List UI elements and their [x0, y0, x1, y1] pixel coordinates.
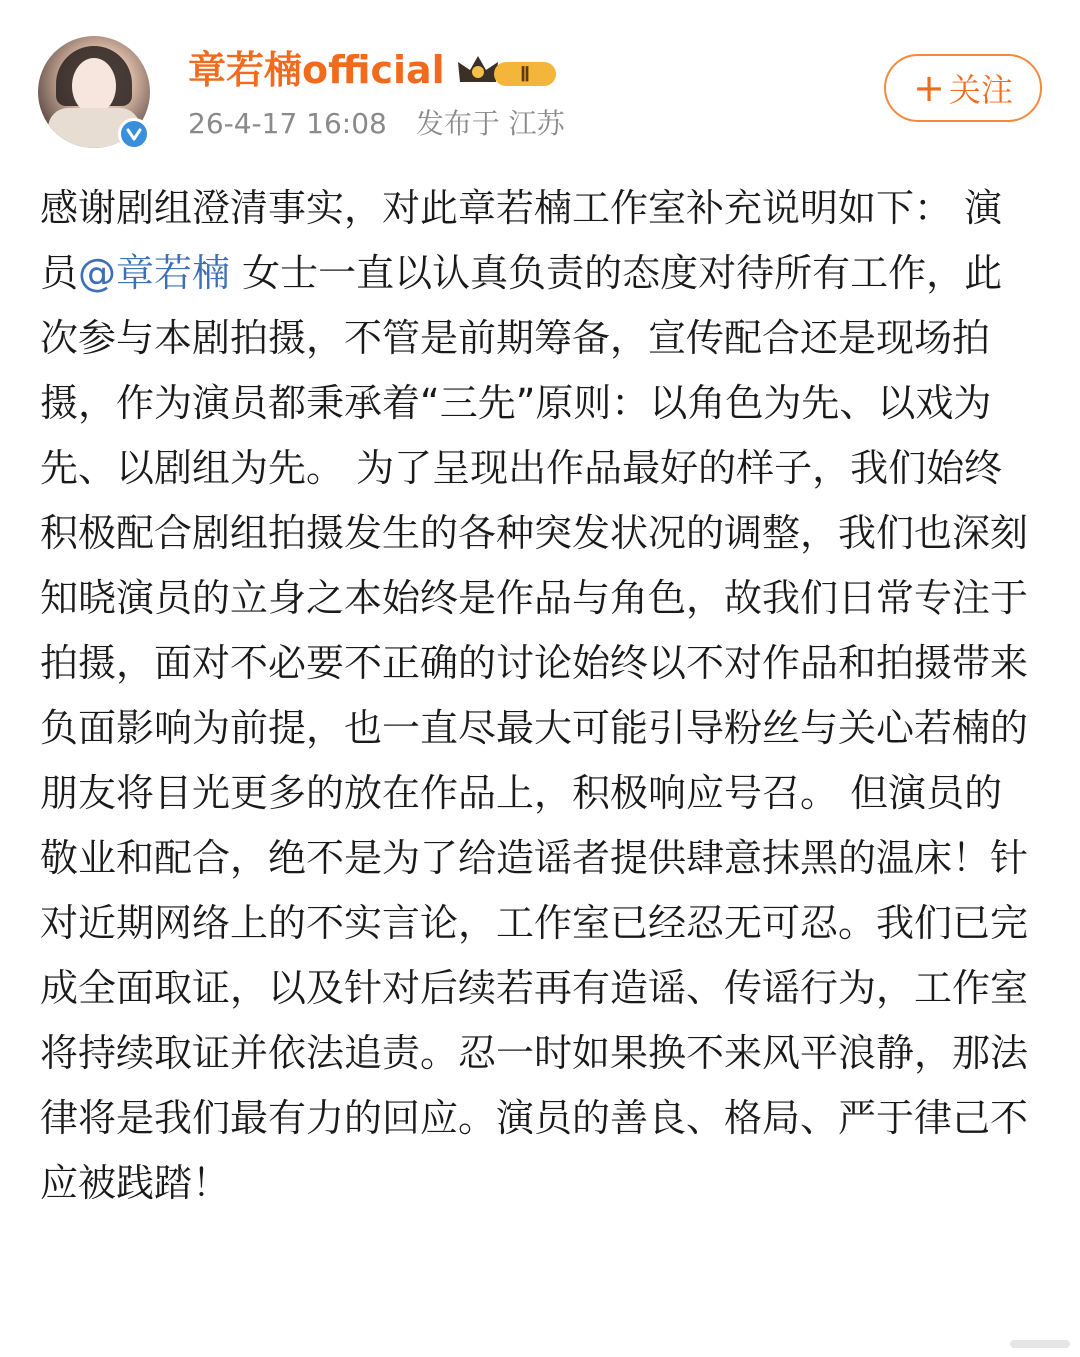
post-content — [40, 176, 1040, 1216]
post-time: 26-4-17 16:08 — [188, 107, 387, 140]
crown-member-icon[interactable] — [454, 52, 562, 92]
post-text-part2: 女士一直以认真负责的态度对待所有工作，此次参与本剧拍摄，不管是前期筹备，宣传配合还是现场拍摄，作为演员都秉承着“三先”原则：以角色为先、以戏为先、以剧组为先。 为了呈现出作品最好的样子，我们始终积极配合剧组拍摄发生的各种突发状况的调整，我们也深刻知晓演员的立身之本始终是作品与角色，故我们日常专注于拍摄，面对不必要不正确的讨论始终以不对作品和拍摄带来负面影响为前提，也一直尽最大可能引导粉丝与关心若楠的朋友将目光更多的放在作品上，积极响应号召。 但演员的敬业和配合，绝不是为了给造谣者提供肆意抹黑的温床！针对近期网络上的不实言论，工作室已经忍无可忍。我们已完成全面取证，以及针对后续若再有造谣、传谣行为，工作室将持续取证并依法追责。忍一时如果换不来风平浪静，那法律将是我们最有力的回应。演员的善良、格局、严于律己不应被践踏！ — [40, 251, 1029, 1205]
follow-button[interactable] — [884, 54, 1042, 122]
avatar-face — [72, 58, 116, 114]
verified-badge-icon — [118, 118, 150, 150]
username[interactable]: 章若楠official — [188, 48, 445, 92]
post-meta — [188, 104, 585, 144]
plus-icon: + — [913, 66, 945, 110]
post-header — [0, 0, 1080, 160]
post-location: 发布于 江苏 — [415, 107, 565, 140]
watermark-icon — [1010, 1338, 1070, 1350]
post-text-part1: 感谢剧组澄清事实，对此章若楠工作室补充说明如下： 演员 — [40, 186, 1003, 295]
member-level: Ⅱ — [520, 64, 530, 86]
follow-label: 关注 — [948, 71, 1013, 109]
mention-link[interactable]: @章若楠 — [78, 251, 231, 295]
